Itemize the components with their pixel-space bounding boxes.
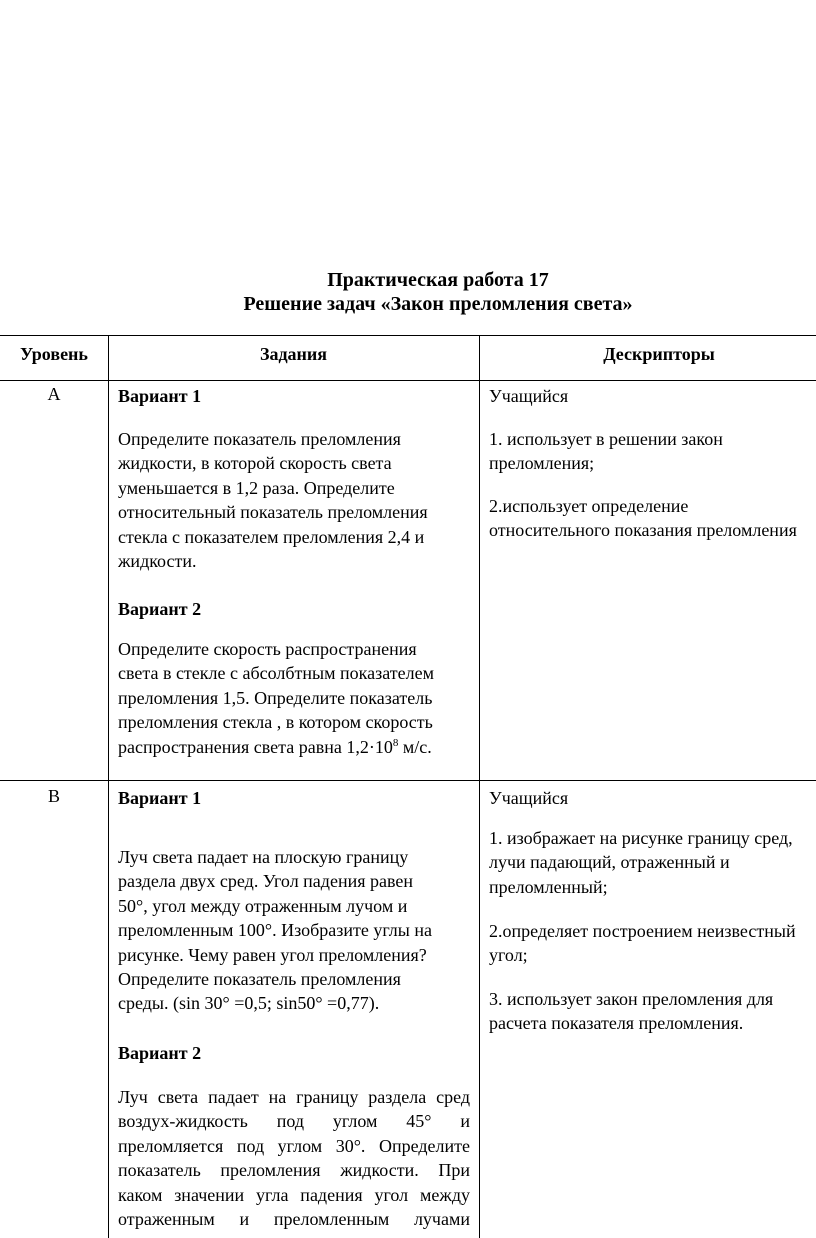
header-tasks: Задания: [259, 344, 328, 364]
descriptor: 1. использует в решении закон преломления;: [489, 429, 723, 474]
variant-title: Вариант 1: [118, 788, 202, 808]
descriptor: 1. изображает на рисунке границу сред, лучи падающий, отраженный и преломленный;: [489, 828, 793, 897]
task-text: Определите показатель преломления жидкости, в которой скорость света уменьшается в 1,2 раза. Определите относительный показатель преломления стекла с показателем преломления 2,4 и жидкости.: [118, 429, 428, 572]
task-text: Луч света падает на плоскую границу раздела двух сред. Угол падения равен 50°, угол между отраженным лучом и преломленным 100°. Изобразите углы на рисунке. Чему равен угол преломления? Определите показатель преломления среды. (sin 30° =0,5; sin50° =0,77).: [118, 847, 432, 1014]
variant-title: Вариант 1: [118, 386, 202, 406]
row-level: В: [47, 786, 60, 806]
table-row-divider: [0, 780, 816, 781]
student-label: Учащийся: [489, 386, 569, 406]
row-level: А: [47, 384, 61, 404]
table-col-divider: [479, 335, 480, 1238]
descriptor: 3. использует закон преломления для расчета показателя преломления.: [489, 989, 774, 1034]
descriptor: 2.использует определение относительного показания преломления: [489, 496, 797, 541]
table-border-top: [0, 335, 816, 336]
page-subtitle: Решение задач «Закон преломления света»: [243, 293, 633, 315]
page-title: Практическая работа 17: [327, 269, 549, 291]
table-col-divider: [108, 335, 109, 1238]
student-label: Учащийся: [489, 788, 569, 808]
task-text: Луч света падает на границу раздела сред воздух-жидкость под углом 45° и преломляется под углом 30°. Определите показатель преломления жидкости. При каком значении угла падения угол между отраженным и преломленным лучами: [118, 1087, 470, 1230]
header-descriptors: Дескрипторы: [603, 344, 715, 364]
task-text: Определите скорость распространения света в стекле с абсолбтным показателем преломления 1,5. Определите показатель преломления стекла , в котором скорость распространения света равна $1,2\cdot 10^8$ м/с.: [118, 639, 434, 757]
variant-title: Вариант 2: [118, 1043, 202, 1063]
variant-title: Вариант 2: [118, 599, 202, 619]
header-level: Уровень: [20, 344, 88, 364]
descriptor: 2.определяет построением неизвестный угол;: [489, 921, 796, 966]
table-header-divider: [0, 380, 816, 381]
